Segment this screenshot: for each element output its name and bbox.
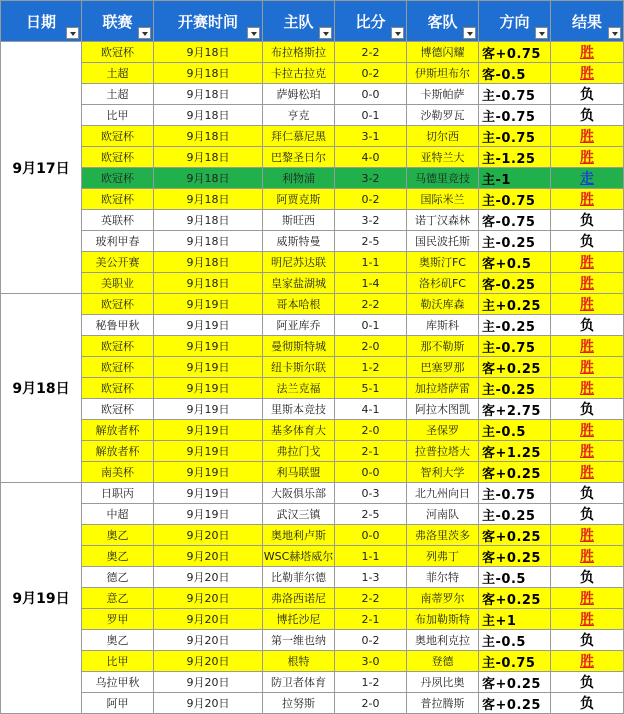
header-away-team xyxy=(407,1,479,42)
home-team-cell: 阿亚库乔 xyxy=(263,315,335,336)
home-team-cell: 利马联盟 xyxy=(263,462,335,483)
time-cell: 9月18日 xyxy=(154,42,263,63)
score-cell: 1-1 xyxy=(335,546,407,567)
result-cell: 胜 xyxy=(551,609,624,630)
home-team-cell: 阿贾克斯 xyxy=(263,189,335,210)
league-cell: 欧冠杯 xyxy=(82,126,154,147)
home-team-cell: 拉努斯 xyxy=(263,693,335,714)
away-team-cell: 拉普拉塔大 xyxy=(407,441,479,462)
away-team-cell: 圣保罗 xyxy=(407,420,479,441)
table-row xyxy=(1,168,624,189)
away-team-cell: 北九州向日 xyxy=(407,483,479,504)
score-cell: 4-1 xyxy=(335,399,407,420)
table-row xyxy=(1,42,624,63)
away-team-cell: 弗洛里茨多 xyxy=(407,525,479,546)
time-cell: 9月18日 xyxy=(154,126,263,147)
result-cell: 胜 xyxy=(551,42,624,63)
home-team-cell: 亨克 xyxy=(263,105,335,126)
direction-cell: 客-0.75 xyxy=(479,210,551,231)
score-cell: 1-4 xyxy=(335,273,407,294)
time-cell: 9月20日 xyxy=(154,525,263,546)
league-cell: 欧冠杯 xyxy=(82,147,154,168)
home-team-cell: 威斯特曼 xyxy=(263,231,335,252)
home-team-cell: 法兰克福 xyxy=(263,378,335,399)
date-cell: 9月18日 xyxy=(1,294,82,483)
away-team-cell: 丹夙比奥 xyxy=(407,672,479,693)
home-team-cell: 皇家盐湖城 xyxy=(263,273,335,294)
home-team-cell: 明尼苏达联 xyxy=(263,252,335,273)
league-cell: 欧冠杯 xyxy=(82,168,154,189)
direction-cell: 主-0.25 xyxy=(479,315,551,336)
away-team-cell: 普拉腾斯 xyxy=(407,693,479,714)
score-cell: 3-2 xyxy=(335,168,407,189)
league-cell: 乌拉甲秋 xyxy=(82,672,154,693)
league-cell: 德乙 xyxy=(82,567,154,588)
direction-cell: 主-0.75 xyxy=(479,126,551,147)
table-row xyxy=(1,525,624,546)
table-row xyxy=(1,84,624,105)
direction-cell: 客-0.25 xyxy=(479,273,551,294)
away-team-cell: 加拉塔萨雷 xyxy=(407,378,479,399)
league-cell: 罗甲 xyxy=(82,609,154,630)
away-team-cell: 南蒂罗尔 xyxy=(407,588,479,609)
time-cell: 9月19日 xyxy=(154,420,263,441)
direction-cell: 客+0.25 xyxy=(479,525,551,546)
result-cell: 负 xyxy=(551,567,624,588)
direction-cell: 客-0.5 xyxy=(479,63,551,84)
filter-dropdown-icon[interactable] xyxy=(463,27,476,39)
league-cell: 土超 xyxy=(82,63,154,84)
filter-dropdown-icon[interactable] xyxy=(138,27,151,39)
time-cell: 9月18日 xyxy=(154,84,263,105)
league-cell: 意乙 xyxy=(82,588,154,609)
direction-cell: 主-1.25 xyxy=(479,147,551,168)
league-cell: 英联杯 xyxy=(82,210,154,231)
time-cell: 9月19日 xyxy=(154,504,263,525)
time-cell: 9月18日 xyxy=(154,189,263,210)
time-cell: 9月18日 xyxy=(154,252,263,273)
direction-cell: 主-0.25 xyxy=(479,378,551,399)
filter-dropdown-icon[interactable] xyxy=(247,27,260,39)
league-cell: 欧冠杯 xyxy=(82,294,154,315)
league-cell: 比甲 xyxy=(82,651,154,672)
header-label: 客队 xyxy=(427,12,458,31)
home-team-cell: 布拉格斯拉 xyxy=(263,42,335,63)
time-cell: 9月19日 xyxy=(154,378,263,399)
table-row xyxy=(1,357,624,378)
result-cell: 负 xyxy=(551,399,624,420)
direction-cell: 客+0.25 xyxy=(479,462,551,483)
home-team-cell: 奥地利卢斯 xyxy=(263,525,335,546)
header-label: 联赛 xyxy=(102,12,133,31)
result-cell: 负 xyxy=(551,630,624,651)
direction-cell: 客+2.75 xyxy=(479,399,551,420)
direction-cell: 客+0.25 xyxy=(479,588,551,609)
away-team-cell: 沙勒罗瓦 xyxy=(407,105,479,126)
league-cell: 比甲 xyxy=(82,105,154,126)
score-cell: 0-0 xyxy=(335,462,407,483)
result-cell: 走 xyxy=(551,168,624,189)
time-cell: 9月20日 xyxy=(154,672,263,693)
table-row xyxy=(1,189,624,210)
home-team-cell: 弗洛西诺尼 xyxy=(263,588,335,609)
direction-cell: 主-0.5 xyxy=(479,420,551,441)
date-cell: 9月19日 xyxy=(1,483,82,714)
away-team-cell: 布加勒斯特 xyxy=(407,609,479,630)
home-team-cell: 基多体育大 xyxy=(263,420,335,441)
table-row xyxy=(1,462,624,483)
table-row xyxy=(1,105,624,126)
header-direction xyxy=(479,1,551,42)
direction-cell: 主-0.75 xyxy=(479,651,551,672)
direction-cell: 主-1 xyxy=(479,168,551,189)
home-team-cell: 卡拉古拉克 xyxy=(263,63,335,84)
league-cell: 欧冠杯 xyxy=(82,189,154,210)
time-cell: 9月20日 xyxy=(154,651,263,672)
result-cell: 负 xyxy=(551,693,624,714)
result-cell: 胜 xyxy=(551,378,624,399)
time-cell: 9月19日 xyxy=(154,441,263,462)
result-cell: 负 xyxy=(551,231,624,252)
filter-dropdown-icon[interactable] xyxy=(319,27,332,39)
result-cell: 胜 xyxy=(551,147,624,168)
table-row xyxy=(1,273,624,294)
table-row xyxy=(1,252,624,273)
score-cell: 1-2 xyxy=(335,357,407,378)
league-cell: 欧冠杯 xyxy=(82,357,154,378)
date-cell: 9月17日 xyxy=(1,42,82,294)
home-team-cell: WSC赫塔威尔 xyxy=(263,546,335,567)
score-cell: 3-0 xyxy=(335,651,407,672)
direction-cell: 主+0.25 xyxy=(479,294,551,315)
result-cell: 负 xyxy=(551,210,624,231)
result-cell: 胜 xyxy=(551,252,624,273)
league-cell: 美公开赛 xyxy=(82,252,154,273)
table-row xyxy=(1,672,624,693)
time-cell: 9月20日 xyxy=(154,609,263,630)
away-team-cell: 河南队 xyxy=(407,504,479,525)
header-score xyxy=(335,1,407,42)
time-cell: 9月19日 xyxy=(154,294,263,315)
header-label: 方向 xyxy=(499,12,530,31)
score-cell: 2-1 xyxy=(335,609,407,630)
away-team-cell: 奥地利克拉 xyxy=(407,630,479,651)
home-team-cell: 第一维也纳 xyxy=(263,630,335,651)
result-cell: 胜 xyxy=(551,588,624,609)
direction-cell: 主-0.75 xyxy=(479,105,551,126)
away-team-cell: 亚特兰大 xyxy=(407,147,479,168)
header-kickoff-time xyxy=(154,1,263,42)
result-cell: 胜 xyxy=(551,525,624,546)
header-label: 比分 xyxy=(355,12,386,31)
time-cell: 9月18日 xyxy=(154,105,263,126)
table-row xyxy=(1,420,624,441)
home-team-cell: 拜仁慕尼黑 xyxy=(263,126,335,147)
home-team-cell: 博托沙尼 xyxy=(263,609,335,630)
table-row xyxy=(1,651,624,672)
score-cell: 1-1 xyxy=(335,252,407,273)
time-cell: 9月18日 xyxy=(154,168,263,189)
result-cell: 胜 xyxy=(551,63,624,84)
league-cell: 中超 xyxy=(82,504,154,525)
score-cell: 3-2 xyxy=(335,210,407,231)
time-cell: 9月19日 xyxy=(154,315,263,336)
table-row xyxy=(1,336,624,357)
table-row xyxy=(1,630,624,651)
league-cell: 阿甲 xyxy=(82,693,154,714)
table-row xyxy=(1,609,624,630)
time-cell: 9月18日 xyxy=(154,210,263,231)
score-cell: 0-2 xyxy=(335,630,407,651)
header-home-team xyxy=(263,1,335,42)
away-team-cell: 登德 xyxy=(407,651,479,672)
league-cell: 欧冠杯 xyxy=(82,336,154,357)
home-team-cell: 斯旺西 xyxy=(263,210,335,231)
league-cell: 土超 xyxy=(82,84,154,105)
away-team-cell: 勒沃库森 xyxy=(407,294,479,315)
header-row xyxy=(1,1,624,42)
time-cell: 9月20日 xyxy=(154,567,263,588)
time-cell: 9月18日 xyxy=(154,147,263,168)
away-team-cell: 阿拉木图凯 xyxy=(407,399,479,420)
score-cell: 2-1 xyxy=(335,441,407,462)
score-cell: 3-1 xyxy=(335,126,407,147)
result-cell: 胜 xyxy=(551,462,624,483)
result-cell: 胜 xyxy=(551,420,624,441)
table-row xyxy=(1,483,624,504)
result-cell: 负 xyxy=(551,315,624,336)
score-cell: 0-0 xyxy=(335,525,407,546)
direction-cell: 主-0.5 xyxy=(479,567,551,588)
away-team-cell: 马德里竞技 xyxy=(407,168,479,189)
away-team-cell: 奥斯汀FC xyxy=(407,252,479,273)
time-cell: 9月18日 xyxy=(154,63,263,84)
table-row xyxy=(1,588,624,609)
home-team-cell: 利物浦 xyxy=(263,168,335,189)
table-row xyxy=(1,315,624,336)
score-cell: 4-0 xyxy=(335,147,407,168)
league-cell: 欧冠杯 xyxy=(82,399,154,420)
header-label: 开赛时间 xyxy=(177,12,238,31)
league-cell: 南美杯 xyxy=(82,462,154,483)
table-row xyxy=(1,399,624,420)
away-team-cell: 博德闪耀 xyxy=(407,42,479,63)
table-row xyxy=(1,693,624,714)
direction-cell: 客+0.75 xyxy=(479,42,551,63)
table-row xyxy=(1,210,624,231)
result-cell: 负 xyxy=(551,672,624,693)
home-team-cell: 防卫者体育 xyxy=(263,672,335,693)
result-cell: 胜 xyxy=(551,189,624,210)
direction-cell: 主-0.75 xyxy=(479,84,551,105)
score-cell: 1-3 xyxy=(335,567,407,588)
league-cell: 奥乙 xyxy=(82,525,154,546)
away-team-cell: 列弗丁 xyxy=(407,546,479,567)
direction-cell: 客+0.25 xyxy=(479,546,551,567)
header-league xyxy=(82,1,154,42)
direction-cell: 主-0.25 xyxy=(479,231,551,252)
time-cell: 9月20日 xyxy=(154,630,263,651)
away-team-cell: 诺丁汉森林 xyxy=(407,210,479,231)
result-cell: 胜 xyxy=(551,273,624,294)
league-cell: 秘鲁甲秋 xyxy=(82,315,154,336)
league-cell: 解放者杯 xyxy=(82,420,154,441)
time-cell: 9月19日 xyxy=(154,462,263,483)
table-row xyxy=(1,294,624,315)
league-cell: 解放者杯 xyxy=(82,441,154,462)
result-cell: 胜 xyxy=(551,651,624,672)
filter-dropdown-icon[interactable] xyxy=(535,27,548,39)
table-row xyxy=(1,378,624,399)
home-team-cell: 比勒菲尔德 xyxy=(263,567,335,588)
table-body xyxy=(1,42,624,714)
filter-dropdown-icon[interactable] xyxy=(66,27,79,39)
score-cell: 0-3 xyxy=(335,483,407,504)
result-cell: 胜 xyxy=(551,441,624,462)
direction-cell: 客+1.25 xyxy=(479,441,551,462)
time-cell: 9月20日 xyxy=(154,693,263,714)
header-label: 主队 xyxy=(283,12,314,31)
table-row xyxy=(1,231,624,252)
score-cell: 2-2 xyxy=(335,42,407,63)
direction-cell: 客+0.25 xyxy=(479,357,551,378)
home-team-cell: 萨姆松珀 xyxy=(263,84,335,105)
score-cell: 5-1 xyxy=(335,378,407,399)
direction-cell: 客+0.25 xyxy=(479,672,551,693)
result-cell: 负 xyxy=(551,84,624,105)
away-team-cell: 洛杉矶FC xyxy=(407,273,479,294)
home-team-cell: 弗拉门戈 xyxy=(263,441,335,462)
away-team-cell: 卡斯帕萨 xyxy=(407,84,479,105)
home-team-cell: 纽卡斯尔联 xyxy=(263,357,335,378)
header-label: 日期 xyxy=(25,12,56,31)
league-cell: 欧冠杯 xyxy=(82,42,154,63)
score-cell: 1-2 xyxy=(335,672,407,693)
score-cell: 2-2 xyxy=(335,294,407,315)
league-cell: 日职丙 xyxy=(82,483,154,504)
away-team-cell: 智利大学 xyxy=(407,462,479,483)
time-cell: 9月18日 xyxy=(154,273,263,294)
direction-cell: 主-0.75 xyxy=(479,336,551,357)
header-result xyxy=(551,1,624,42)
direction-cell: 主+1 xyxy=(479,609,551,630)
league-cell: 美职业 xyxy=(82,273,154,294)
time-cell: 9月20日 xyxy=(154,546,263,567)
away-team-cell: 切尔西 xyxy=(407,126,479,147)
header-label: 结果 xyxy=(571,12,602,31)
home-team-cell: 哥本哈根 xyxy=(263,294,335,315)
league-cell: 奥乙 xyxy=(82,546,154,567)
score-cell: 2-5 xyxy=(335,231,407,252)
time-cell: 9月19日 xyxy=(154,336,263,357)
score-cell: 2-0 xyxy=(335,693,407,714)
direction-cell: 客+0.25 xyxy=(479,693,551,714)
away-team-cell: 库斯科 xyxy=(407,315,479,336)
filter-dropdown-icon[interactable] xyxy=(608,27,621,39)
result-cell: 负 xyxy=(551,105,624,126)
score-cell: 0-2 xyxy=(335,63,407,84)
table-row xyxy=(1,63,624,84)
result-cell: 胜 xyxy=(551,357,624,378)
away-team-cell: 那不勒斯 xyxy=(407,336,479,357)
direction-cell: 客+0.5 xyxy=(479,252,551,273)
home-team-cell: 巴黎圣日尔 xyxy=(263,147,335,168)
result-cell: 负 xyxy=(551,483,624,504)
direction-cell: 主-0.5 xyxy=(479,630,551,651)
time-cell: 9月18日 xyxy=(154,231,263,252)
table-row xyxy=(1,546,624,567)
score-cell: 0-1 xyxy=(335,105,407,126)
away-team-cell: 菲尔特 xyxy=(407,567,479,588)
away-team-cell: 国民波托斯 xyxy=(407,231,479,252)
home-team-cell: 曼彻斯特城 xyxy=(263,336,335,357)
table-row xyxy=(1,567,624,588)
filter-dropdown-icon[interactable] xyxy=(391,27,404,39)
direction-cell: 主-0.75 xyxy=(479,483,551,504)
result-cell: 胜 xyxy=(551,546,624,567)
league-cell: 欧冠杯 xyxy=(82,378,154,399)
league-cell: 奥乙 xyxy=(82,630,154,651)
home-team-cell: 大阪俱乐部 xyxy=(263,483,335,504)
time-cell: 9月19日 xyxy=(154,399,263,420)
league-cell: 玻利甲春 xyxy=(82,231,154,252)
time-cell: 9月19日 xyxy=(154,357,263,378)
score-cell: 2-0 xyxy=(335,336,407,357)
direction-cell: 主-0.25 xyxy=(479,504,551,525)
home-team-cell: 根特 xyxy=(263,651,335,672)
header-date xyxy=(1,1,82,42)
time-cell: 9月20日 xyxy=(154,588,263,609)
score-cell: 2-2 xyxy=(335,588,407,609)
result-cell: 胜 xyxy=(551,294,624,315)
score-cell: 0-0 xyxy=(335,84,407,105)
table-row xyxy=(1,147,624,168)
away-team-cell: 巴塞罗那 xyxy=(407,357,479,378)
table-row xyxy=(1,441,624,462)
time-cell: 9月19日 xyxy=(154,483,263,504)
score-cell: 0-2 xyxy=(335,189,407,210)
score-cell: 0-1 xyxy=(335,315,407,336)
result-cell: 负 xyxy=(551,504,624,525)
table-row xyxy=(1,504,624,525)
away-team-cell: 伊斯坦布尔 xyxy=(407,63,479,84)
score-cell: 2-5 xyxy=(335,504,407,525)
result-cell: 胜 xyxy=(551,336,624,357)
away-team-cell: 国际米兰 xyxy=(407,189,479,210)
score-cell: 2-0 xyxy=(335,420,407,441)
home-team-cell: 武汉三镇 xyxy=(263,504,335,525)
home-team-cell: 里斯本竞技 xyxy=(263,399,335,420)
direction-cell: 主-0.75 xyxy=(479,189,551,210)
result-cell: 胜 xyxy=(551,126,624,147)
table-row xyxy=(1,126,624,147)
